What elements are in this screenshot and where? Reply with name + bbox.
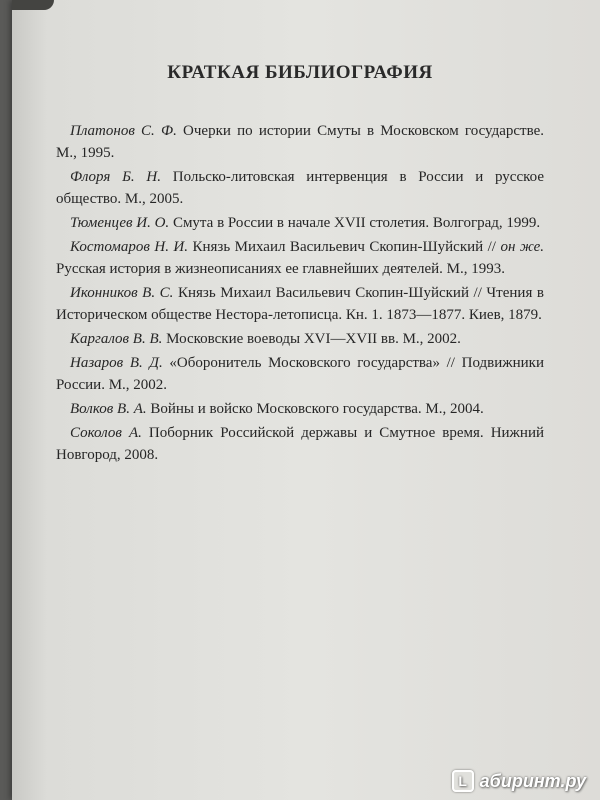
entry-author-ref: он же.	[500, 239, 545, 255]
entry-author: Флоря Б. Н.	[70, 169, 162, 185]
bibliography-entry	[56, 166, 544, 210]
bibliography-list	[56, 120, 544, 468]
bibliography-entry	[56, 328, 544, 350]
entry-text: Русская история в жизнеописаниях ее главнейших деятелей. М., 1993.	[56, 261, 505, 277]
entry-author: Платонов С. Ф.	[70, 123, 177, 139]
bibliography-entry	[56, 422, 544, 466]
bibliography-entry	[56, 212, 544, 234]
page-corner-shadow	[12, 0, 54, 10]
entry-text: Князь Михаил Васильевич Скопин-Шуйский // Чтения в Историческом обществе Нестора-летописца. Кн. 1. 1873—1877. Киев, 1879.	[56, 285, 544, 323]
entry-author: Волков В. А.	[70, 401, 147, 417]
entry-text: Очерки по истории Смуты в Московском государстве. М., 1995.	[56, 123, 544, 161]
entry-text: Войны и войско Московского государства. М., 2004.	[146, 401, 484, 417]
labirint-watermark	[452, 770, 586, 792]
entry-text: Польско-литовская интервенция в России и русское общество. М., 2005.	[56, 169, 544, 207]
entry-text: Московские воеводы XVI—XVII вв. М., 2002.	[162, 331, 461, 347]
page-title: КРАТКАЯ БИБЛИОГРАФИЯ	[167, 62, 433, 83]
bibliography-entry	[56, 352, 544, 396]
entry-author: Костомаров Н. И.	[70, 239, 188, 255]
bibliography-entry	[56, 120, 544, 164]
bibliography-entry	[56, 398, 544, 420]
entry-text: «Оборонитель Московского государства» // Подвижники России. М., 2002.	[56, 355, 544, 393]
entry-author: Каргалов В. В.	[70, 331, 163, 347]
entry-text: Поборник Российской державы и Смутное время. Нижний Новгород, 2008.	[56, 425, 544, 463]
bibliography-entry	[56, 236, 544, 280]
entry-text: Князь Михаил Васильевич Скопин-Шуйский //	[188, 239, 501, 255]
entry-author: Иконников В. С.	[70, 285, 174, 301]
entry-text: Смута в России в начале XVII столетия. Волгоград, 1999.	[169, 215, 541, 231]
entry-author: Назаров В. Д.	[70, 355, 163, 371]
entry-author: Тюменцев И. О.	[70, 215, 170, 231]
watermark-text: абиринт.ру	[479, 770, 586, 791]
entry-author: Соколов А.	[70, 425, 142, 441]
bibliography-entry	[56, 282, 544, 326]
labirint-logo-icon: L	[452, 770, 474, 792]
